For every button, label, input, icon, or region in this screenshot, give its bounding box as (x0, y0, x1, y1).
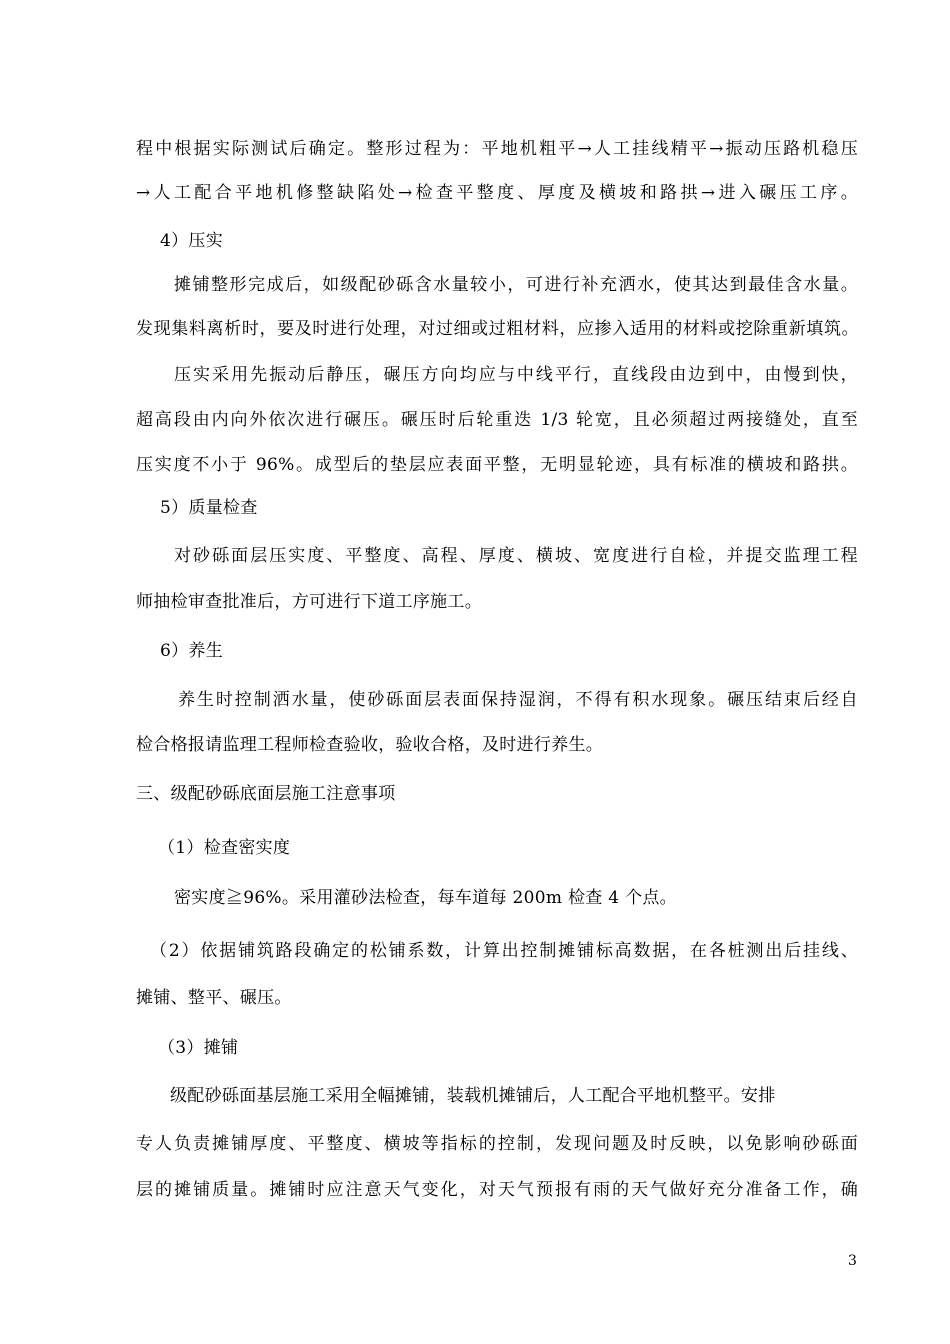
text-line: →人工配合平地机修整缺陷处→检查平整度、厚度及横坡和路拱→进入碾压工序。 (136, 183, 858, 203)
text-line: 程中根据实际测试后确定。整形过程为：平地机粗平→人工挂线精平→振动压路机稳压 (136, 139, 858, 159)
text-line: （2）依据铺筑路段确定的松铺系数，计算出控制摊铺标高数据，在各桩测出后挂线、 (150, 941, 858, 961)
text-line: 级配砂砾面基层施工采用全幅摊铺，装载机摊铺后，人工配合平地机整平。安排 (170, 1086, 776, 1106)
section-heading: 6）养生 (160, 641, 224, 661)
text-line: 层的摊铺质量。摊铺时应注意天气变化，对天气预报有雨的天气做好充分准备工作，确 (136, 1180, 858, 1200)
section-heading: 三、级配砂砾底面层施工注意事项 (136, 784, 396, 804)
text-line: 对砂砾面层压实度、平整度、高程、厚度、横坡、宽度进行自检，并提交监理工程 (174, 546, 858, 566)
text-line: 摊铺、整平、碾压。 (136, 988, 292, 1008)
text-line: 检合格报请监理工程师检查验收，验收合格，及时进行养生。 (136, 735, 604, 755)
section-heading: （1）检查密实度 (158, 838, 291, 858)
text-line: 压实度不小于 96%。成型后的垫层应表面平整，无明显轮迹，具有标准的横坡和路拱。 (136, 455, 858, 475)
page-number: 3 (848, 1253, 857, 1269)
text-line: 发现集料离析时，要及时进行处理，对过细或过粗材料，应掺入适用的材料或挖除重新填筑。 (136, 319, 858, 339)
text-line: 超高段由内向外依次进行碾压。碾压时后轮重迭 1/3 轮宽，且必须超过两接缝处，直至 (136, 410, 858, 430)
text-line: 师抽检审查批准后，方可进行下道工序施工。 (136, 592, 482, 612)
text-line: 压实采用先振动后静压，碾压方向均应与中线平行，直线段由边到中，由慢到快， (174, 365, 858, 385)
section-heading: 5）质量检查 (160, 498, 258, 518)
text-line: 养生时控制洒水量，使砂砾面层表面保持湿润，不得有积水现象。碾压结束后经自 (178, 690, 858, 710)
section-heading: 4）压实 (160, 231, 224, 251)
text-line: 密实度≧96%。采用灌砂法检查，每车道每 200m 检查 4 个点。 (174, 888, 677, 908)
text-line: 专人负责摊铺厚度、平整度、横坡等指标的控制，发现问题及时反映，以免影响砂砾面 (136, 1134, 858, 1154)
text-line: 摊铺整形完成后，如级配砂砾含水量较小，可进行补充洒水，使其达到最佳含水量。 (174, 275, 858, 295)
section-heading: （3）摊铺 (158, 1038, 239, 1058)
